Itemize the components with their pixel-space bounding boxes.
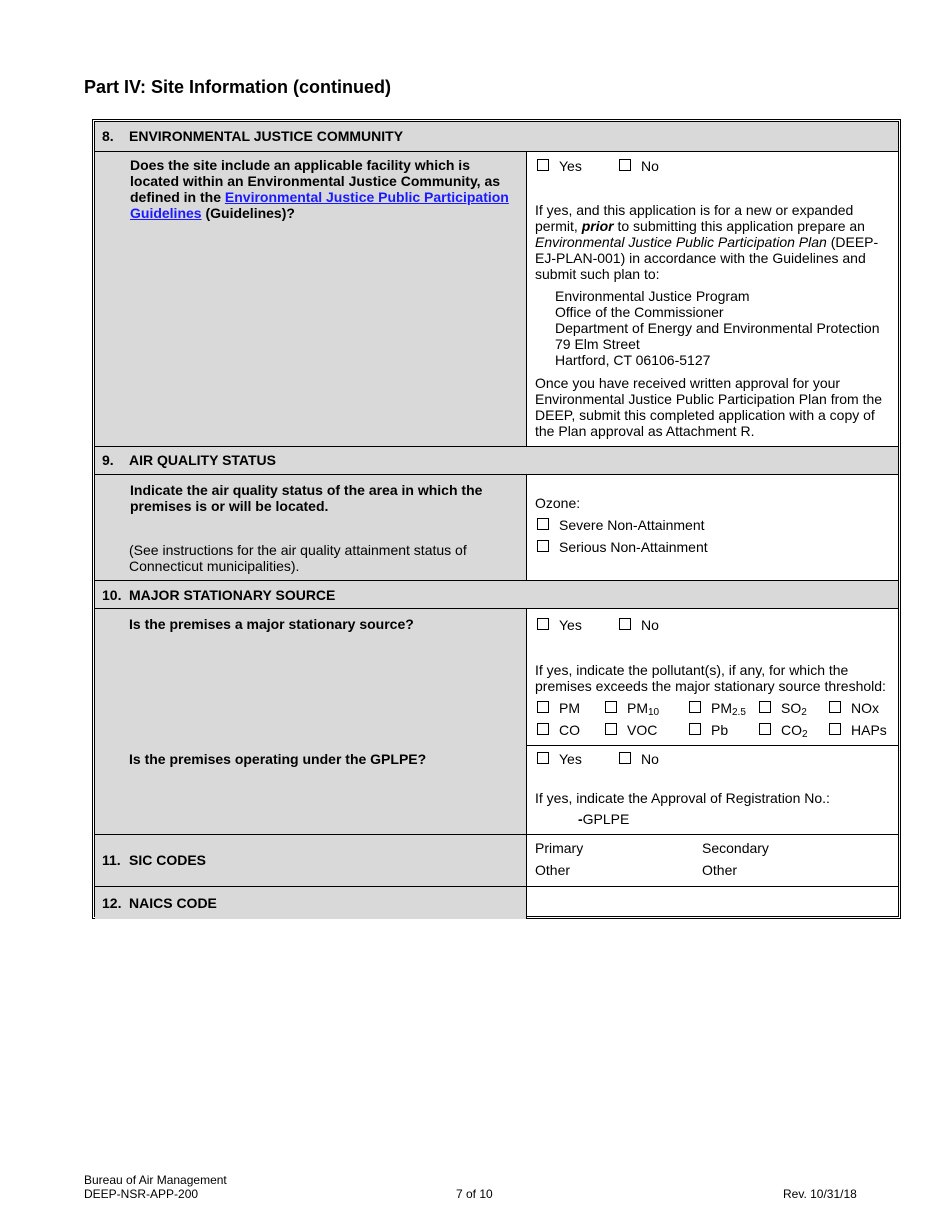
footer-page-number: 7 of 10	[456, 1187, 493, 1201]
air-quality-question: Indicate the air quality status of the area in which the premises is or will be located.	[130, 482, 483, 514]
serious-nonattainment-checkbox[interactable]	[537, 540, 549, 552]
ej-yes-label: Yes	[559, 158, 582, 174]
co-label: CO	[559, 722, 580, 738]
section-11-title: SIC CODES	[129, 852, 207, 868]
section-8-title: ENVIRONMENTAL JUSTICE COMMUNITY	[129, 128, 404, 144]
so2-label: $SO_2$	[781, 700, 807, 718]
pm-checkbox[interactable]	[537, 701, 549, 713]
severe-nonattainment-label: Severe Non-Attainment	[559, 517, 705, 533]
footer-bureau: Bureau of Air Management	[84, 1173, 227, 1187]
ej-no-checkbox[interactable]	[619, 159, 631, 171]
ozone-label: Ozone:	[535, 495, 581, 511]
pm10-checkbox[interactable]	[605, 701, 617, 713]
ej-address-line-5: Hartford, CT 06106-5127	[555, 352, 711, 368]
voc-label: VOC	[627, 722, 658, 738]
major-source-yes-label: Yes	[559, 617, 582, 633]
ej-address-line-4: 79 Elm Street	[555, 336, 640, 352]
section-9-number: 9.	[102, 452, 114, 468]
major-source-yes-checkbox[interactable]	[537, 618, 549, 630]
ej-instructions: If yes, and this application is for a new or expanded permit, prior to submitting this application prepare an Environmental Justice Public Participation Plan (DEEP-EJ-PLAN-001) in accordance with the Guidelines and submit such plan to:	[535, 202, 879, 282]
severe-nonattainment-checkbox[interactable]	[537, 518, 549, 530]
gplpe-no-label: No	[641, 751, 659, 767]
pb-checkbox[interactable]	[689, 723, 701, 735]
section-9-title: AIR QUALITY STATUS	[129, 452, 276, 468]
pm10-label: $PM_{10}$	[627, 700, 660, 718]
ej-address-line-3: Department of Energy and Environmental Protection	[555, 320, 880, 336]
co2-label: $CO_2$	[781, 722, 808, 740]
gplpe-suffix: -GPLPE	[578, 811, 630, 827]
pb-label: Pb	[711, 722, 729, 738]
major-source-no-label: No	[641, 617, 659, 633]
section-12-title: NAICS CODE	[129, 895, 217, 911]
major-source-no-checkbox[interactable]	[619, 618, 631, 630]
haps-label: HAPs	[851, 722, 887, 738]
pollutant-instructions: If yes, indicate the pollutant(s), if any, for which the premises exceeds the major stationary source threshold:	[535, 662, 886, 694]
sic-secondary-label: Secondary	[702, 840, 769, 856]
gplpe-yes-label: Yes	[559, 751, 582, 767]
ej-address-line-2: Office of the Commissioner	[555, 304, 724, 320]
sic-primary-label: Primary	[535, 840, 584, 856]
so2-checkbox[interactable]	[759, 701, 771, 713]
registration-label: If yes, indicate the Approval of Registration No.:	[535, 790, 830, 806]
co2-checkbox[interactable]	[759, 723, 771, 735]
section-11-number: 11.	[102, 852, 121, 868]
gplpe-no-checkbox[interactable]	[619, 752, 631, 764]
co-checkbox[interactable]	[537, 723, 549, 735]
ej-approval-note: Once you have received written approval for your Environmental Justice Public Participation Plan from the DEEP, submit this completed application with a copy of the Plan approval as Attachment R.	[535, 375, 883, 439]
ej-address-line-1: Environmental Justice Program	[555, 288, 750, 304]
page-title: Part IV: Site Information (continued)	[84, 77, 392, 97]
section-10-title: MAJOR STATIONARY SOURCE	[129, 587, 336, 603]
gplpe-yes-checkbox[interactable]	[537, 752, 549, 764]
ej-question: Does the site include an applicable facility which is located within an Environmental Justice Community, as defined in the Environmental Justice Public Participation Guidelines (Guidelines)?	[130, 157, 509, 221]
ej-yes-checkbox[interactable]	[537, 159, 549, 171]
voc-checkbox[interactable]	[605, 723, 617, 735]
gplpe-question: Is the premises operating under the GPLPE?	[129, 751, 427, 767]
serious-nonattainment-label: Serious Non-Attainment	[559, 539, 708, 555]
section-10-number: 10.	[102, 587, 122, 603]
footer-form-number: DEEP-NSR-APP-200	[84, 1187, 199, 1201]
major-source-question: Is the premises a major stationary source?	[129, 616, 414, 632]
pm25-checkbox[interactable]	[689, 701, 701, 713]
section-8-number: 8.	[102, 128, 114, 144]
footer-revision: Rev. 10/31/18	[783, 1187, 857, 1201]
air-quality-note: (See instructions for the air quality attainment status of Connecticut municipalities).	[129, 542, 467, 574]
sic-other-label-1: Other	[535, 862, 571, 878]
ej-guidelines-link[interactable]: Environmental Justice Public Participation Guidelines	[130, 189, 509, 221]
pm-label: PM	[559, 700, 580, 716]
sic-other-label-2: Other	[702, 862, 738, 878]
nox-checkbox[interactable]	[829, 701, 841, 713]
nox-label: NOx	[851, 700, 879, 716]
haps-checkbox[interactable]	[829, 723, 841, 735]
section-12-number: 12.	[102, 895, 122, 911]
naics-code-field[interactable]	[530, 890, 894, 916]
registration-number-field[interactable]	[535, 811, 575, 827]
pm25-label: $PM_{2.5}$	[711, 700, 746, 718]
ej-no-label: No	[641, 158, 659, 174]
